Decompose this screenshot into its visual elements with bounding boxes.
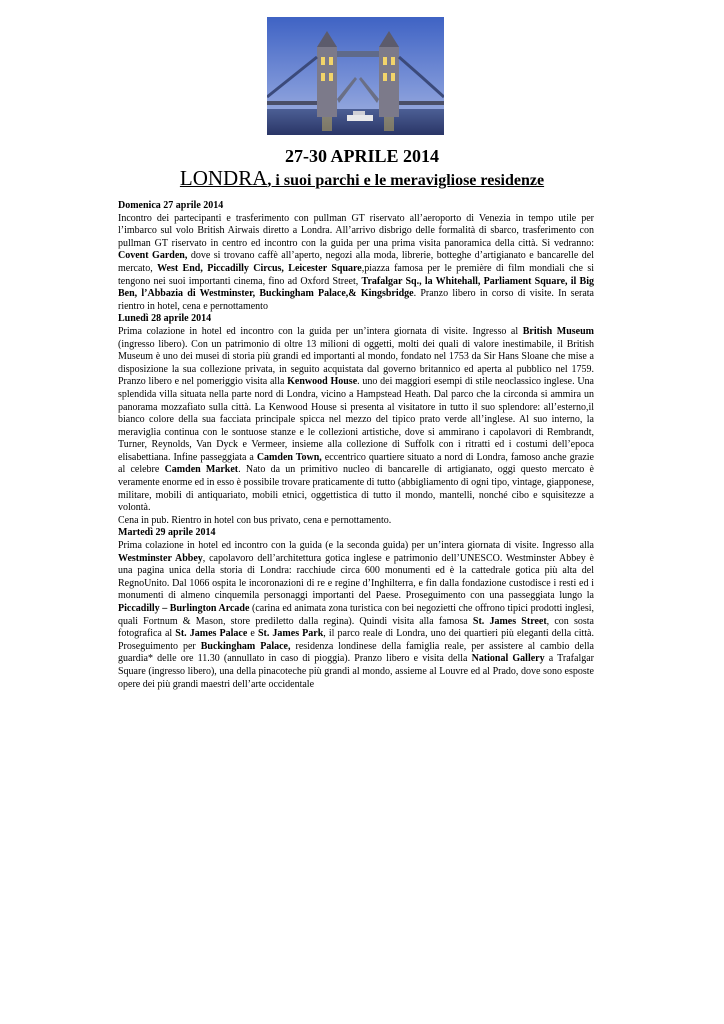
highlight-place: National Gallery xyxy=(471,653,545,665)
paragraph-text: , con sosta fotografica al xyxy=(118,615,594,640)
highlight-place: Piccadilly – Burlington Arcade xyxy=(118,603,250,614)
highlight-place: Westminster Abbey xyxy=(118,552,203,564)
highlight-place: West End, Piccadilly Circus, Leicester Square xyxy=(157,262,362,274)
trip-title xyxy=(0,166,724,193)
day-paragraph xyxy=(118,326,594,515)
highlight-place: British Museum xyxy=(522,325,594,337)
highlight-place: Covent Garden, xyxy=(118,250,188,262)
tower-bridge-photo xyxy=(267,17,444,135)
day-heading: Lunedì 28 aprile 2014 xyxy=(118,313,212,325)
paragraph-text: Prima colazione in hotel ed incontro con la guida per un’intera giornata di visite. Ingresso al xyxy=(118,325,523,337)
highlight-place: Trafalgar Sq., la Whitehall, Parliament Square, il Big Ben, l’Abbazia di Westminster, Buckingham Palace,& Kingsbridge xyxy=(118,275,594,300)
paragraph-text: ,piazza famosa per le première di film mondiali che si tengono nei suoi importanti cinema, fino ad Oxford Street, xyxy=(118,262,595,287)
day-heading: Domenica 27 aprile 2014 xyxy=(118,200,224,211)
day-paragraph xyxy=(118,213,594,314)
highlight-place: St. James Street xyxy=(472,615,547,627)
paragraph-text: . Pranzo libero in corso di visite. In serata rientro in hotel, cena e pernottamento xyxy=(118,288,594,312)
paragraph-text: Incontro dei partecipanti e trasferimento con pullman GT riservato all’aeroporto di Venezia in tempo utile per l’imbarco sul volo British Airwais diretto a Londra. All’arrivo disbrigo delle formalità di sbarco, trasferimento con pullman GT riservato in centro ed incontro con la guida per una prima visita panoramica della città. Si vedranno: xyxy=(118,212,594,249)
paragraph-text: , capolavoro dell’architettura gotica inglese e patrimonio dell’UNESCO. Westminster Abbey è una pagina unica della storia di Londra: racchiude circa 600 monumenti ed è la cattedrale gotica più alta del RegnoUnito. Dal 1066 ospita le incoronazioni di re e regine d’Inghilterra, e fin dalla fondazione custodisce i resti ed i monumenti di almeno cinquemila personaggi importanti del Paese. Proseguimento con una passeggiata lungo la xyxy=(118,552,594,602)
paragraph-text: a Trafalgar Square (ingresso libero), una della pinacoteche più grandi al mondo, assieme al Louvre ed al Prado, dove sono esposte opere dei più grandi maestri dell’arte occidentale xyxy=(118,653,595,690)
trip-subtitle: , i suoi parchi e le meravigliose residenze xyxy=(267,172,545,189)
paragraph-text: eccentrico quartiere situato a nord di Londra, famoso anche grazie al celebre xyxy=(118,451,594,476)
paragraph-text: (ingresso libero). Con un patrimonio di oltre 13 milioni di oggetti, molti dei quali di valore inestimabile, il British Museum è uno dei musei di storia più grandi ed importanti al mondo, fondato nel 1753 da Sir Hans Sloane che mise a disposizione la sua collezione privata, in seguito acquistata dal governo britannico ed aperta al pubblico nel 1759. Pranzo libero e nel pomeriggio visita alla xyxy=(118,338,594,388)
itinerary-body xyxy=(118,200,594,691)
highlight-place: St. James Palace xyxy=(175,628,248,640)
day-heading: Martedì 29 aprile 2014 xyxy=(118,527,216,539)
highlight-place: Camden Town, xyxy=(256,451,322,463)
highlight-place: Kenwood House xyxy=(287,376,358,388)
trip-dates: 27-30 APRILE 2014 xyxy=(284,146,439,166)
day-paragraph xyxy=(118,515,594,528)
paragraph-text: (carina ed animata zona turistica con bei negozietti che offrono tipici prodotti inglesi, quali Fortnum & Mason, store prediletto dalla regina). Quindi visita alla famosa xyxy=(118,603,594,627)
paragraph-text: residenza londinese della famiglia reale, per assistere al cambio della guardia* delle ore 11.30 (annullato in caso di pioggia). Pranzo libero e visita della xyxy=(118,640,594,665)
highlight-place: Buckingham Palace, xyxy=(200,640,291,652)
paragraph-text: dove si trovano caffè all’aperto, negozi alla moda, librerie, botteghe d’artigianato e bancarelle del mercato, xyxy=(118,250,594,274)
highlight-place: St. James Park xyxy=(257,628,324,640)
trip-city: LONDRA xyxy=(179,166,268,190)
paragraph-text: . uno dei maggiori esempi di stile neoclassico inglese. Una splendida villa situata nella parte nord di Londra, vicino a Hampstead Heath. Dal parco che la circonda si ammira un panorama mozzafiato sulla città. La Kenwood House si presenta al visitatore in tutto il suo splendore: all’esterno,il bianco colore della sua facciata principale spicca nel mezzo del tipico prato verde all’inglese. Al suo interno, la meraviglia continua con le sontuose stanze e le collezioni artistiche, dove si ammirano i capolavori di Rembrandt, Turner, Reynolds, Van Dyck e Vermeer, insieme alla collezione di Suffolk con i ritratti ed i costumi dell’epoca elisabettiana. Infine passeggiata a xyxy=(118,376,595,463)
paragraph-text: . Nato da un primitivo nucleo di bancarelle di artigianato, oggi questo mercato è veramente enorme ed in esso è possibile trovare praticamente di tutto (abbigliamento di ogni tipo, vintage, giapponese, militare, mobili di antiquariato, mobili etnici, oggettistica di tutto il mondo, mantelli, nonché cibo e squisitezze a volontà. xyxy=(118,464,594,514)
highlight-place: Camden Market xyxy=(164,464,239,476)
paragraph-text: Prima colazione in hotel ed incontro con la guida (e la seconda guida) per un’intera giornata di visite. Ingresso alla xyxy=(118,540,594,552)
day-paragraph xyxy=(118,540,594,691)
paragraph-text: Cena in pub. Rientro in hotel con bus privato, cena e pernottamento. xyxy=(118,514,392,526)
paragraph-text: e xyxy=(247,628,258,640)
paragraph-text: , il parco reale di Londra, uno dei quartieri più eleganti della città. Proseguimento per xyxy=(118,628,594,652)
